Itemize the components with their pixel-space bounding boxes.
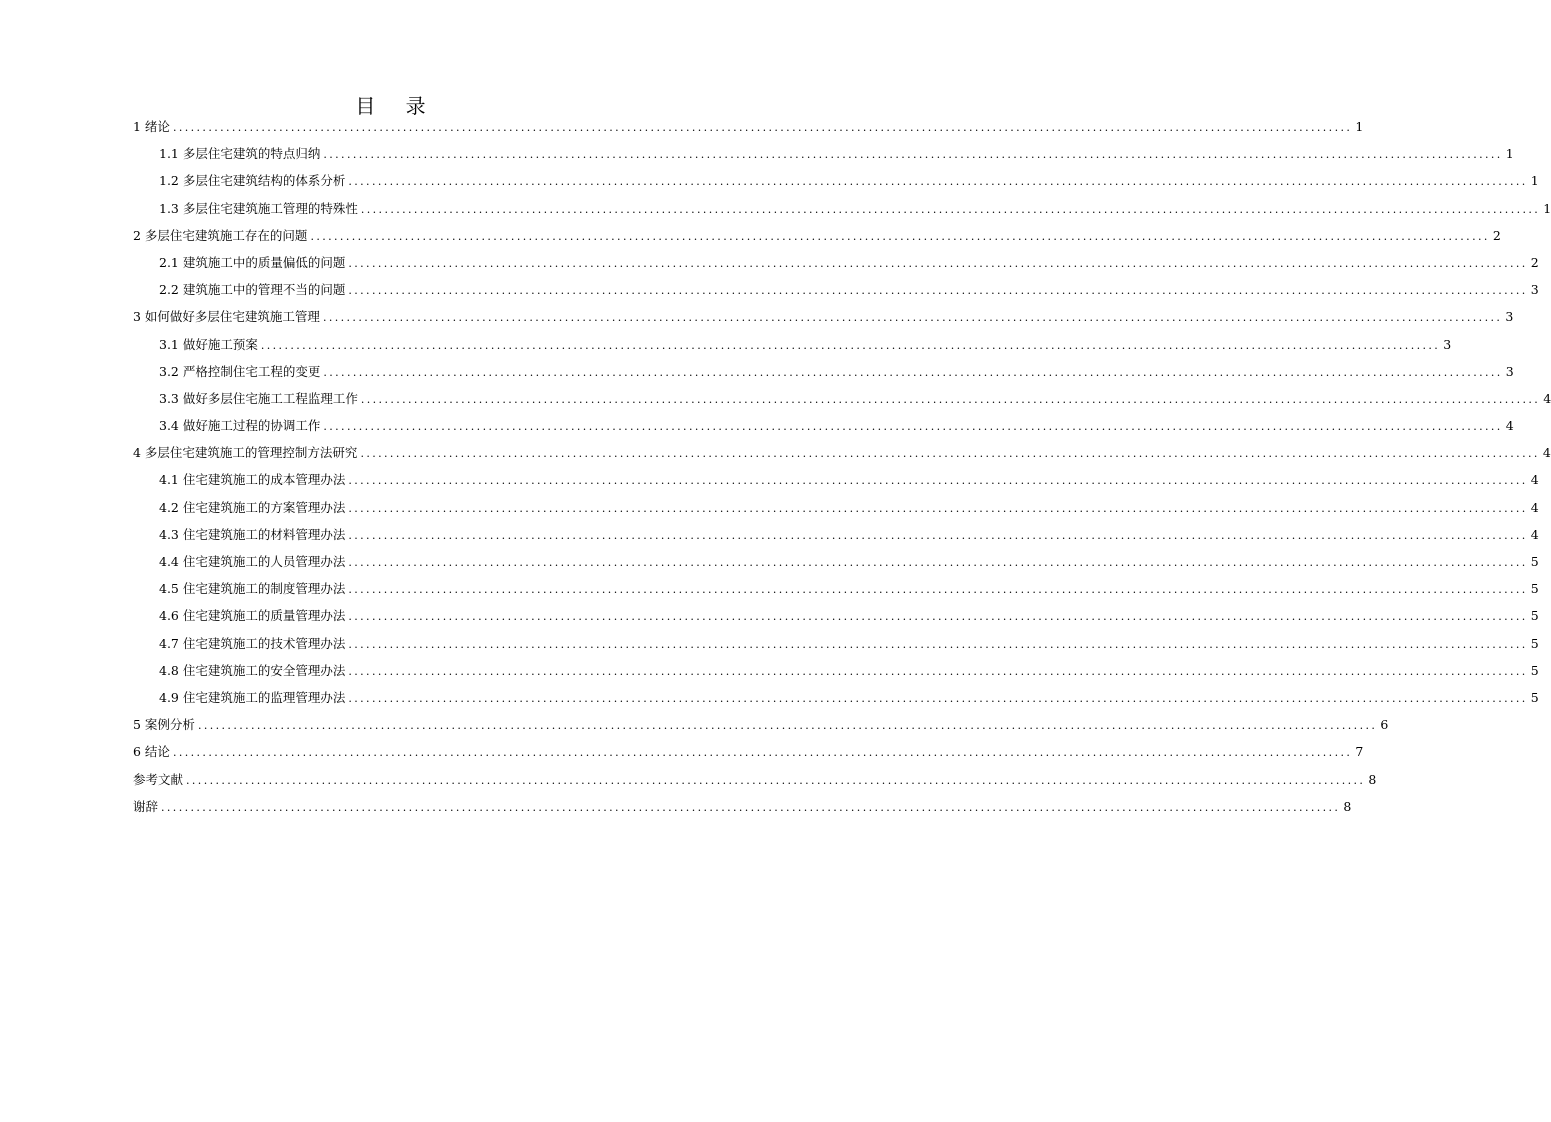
dot-leader: ........................................................................................................................................................................................................ — [172, 121, 1353, 134]
toc-entry-page: 7 — [1355, 744, 1364, 760]
dot-leader: ........................................................................................................................................................................................................ — [348, 474, 1528, 488]
dot-leader: ........................................................................................................................................................................................................ — [360, 447, 1540, 461]
toc-entry-page: 1 — [1355, 119, 1364, 134]
toc-entry-page: 3 — [1443, 336, 1452, 352]
toc-entry-label: 4.7 住宅建筑施工的技术管理办法 — [159, 635, 346, 651]
toc-entry[interactable] — [133, 113, 1364, 140]
toc-entry-label: 3.4 做好施工过程的协调工作 — [159, 418, 321, 434]
toc-entry[interactable] — [133, 494, 1539, 521]
toc-entry[interactable] — [133, 303, 1514, 330]
dot-leader: ........................................................................................................................................................................................................ — [197, 719, 1378, 733]
toc-entry-page: 5 — [1530, 554, 1539, 569]
dot-leader: ........................................................................................................................................................................................................ — [348, 501, 1528, 515]
toc-entry-page: 4 — [1505, 418, 1514, 434]
toc-entry-page: 4 — [1530, 472, 1539, 488]
toc-entry[interactable] — [133, 167, 1539, 194]
toc-entry-label: 5 案例分析 — [133, 717, 195, 733]
toc-entry-label: 3 如何做好多层住宅建筑施工管理 — [133, 309, 320, 325]
toc-entry[interactable] — [133, 358, 1514, 385]
toc-entry[interactable] — [133, 602, 1539, 629]
toc-entry-label: 2.1 建筑施工中的质量偏低的问题 — [159, 254, 346, 270]
toc-entry[interactable] — [133, 276, 1539, 303]
dot-leader: ........................................................................................................................................................................................................ — [348, 637, 1528, 651]
toc-entry-page: 2 — [1492, 227, 1501, 243]
dot-leader: ........................................................................................................................................................................................................ — [322, 311, 1503, 325]
toc-entry-page: 8 — [1368, 771, 1377, 787]
toc-entry[interactable] — [133, 684, 1539, 711]
toc-entry-label: 参考文献 — [133, 771, 184, 787]
toc-entry[interactable] — [133, 249, 1539, 276]
toc-entry-page: 2 — [1530, 254, 1539, 270]
toc-list — [133, 113, 1551, 820]
dot-leader: ........................................................................................................................................................................................................ — [186, 773, 1366, 787]
toc-entry[interactable] — [133, 466, 1539, 493]
toc-entry-label: 4.9 住宅建筑施工的监理管理办法 — [159, 689, 346, 705]
dot-leader: ........................................................................................................................................................................................................ — [172, 746, 1353, 760]
toc-entry[interactable] — [133, 548, 1539, 575]
toc-entry-page: 4 — [1543, 390, 1551, 406]
toc-entry[interactable] — [133, 711, 1389, 738]
toc-entry-label: 4.1 住宅建筑施工的成本管理办法 — [159, 472, 346, 488]
toc-entry-label: 4.4 住宅建筑施工的人员管理办法 — [159, 554, 346, 569]
toc-entry-page: 5 — [1530, 581, 1539, 597]
toc-entry-label: 4.2 住宅建筑施工的方案管理办法 — [159, 499, 346, 515]
toc-entry-label: 1.1 多层住宅建筑的特点归纳 — [159, 146, 321, 162]
toc-entry-page: 5 — [1530, 689, 1539, 705]
toc-entry-page: 1 — [1543, 200, 1551, 216]
dot-leader: ........................................................................................................................................................................................................ — [323, 148, 1503, 162]
toc-entry[interactable] — [133, 195, 1551, 222]
toc-entry-page: 6 — [1380, 717, 1389, 733]
dot-leader: ........................................................................................................................................................................................................ — [348, 691, 1528, 705]
toc-entry[interactable] — [133, 331, 1452, 358]
toc-entry-page: 4 — [1530, 499, 1539, 515]
dot-leader: ........................................................................................................................................................................................................ — [260, 338, 1441, 352]
dot-leader: ........................................................................................................................................................................................................ — [348, 284, 1528, 298]
toc-entry-label: 4.6 住宅建筑施工的质量管理办法 — [159, 608, 346, 624]
toc-entry-label: 1 绪论 — [133, 119, 170, 134]
toc-entry[interactable] — [133, 140, 1514, 167]
toc-entry[interactable] — [133, 412, 1514, 439]
toc-entry-label: 3.3 做好多层住宅施工工程监理工作 — [159, 390, 358, 406]
toc-entry-label: 3.1 做好施工预案 — [159, 336, 258, 352]
dot-leader: ........................................................................................................................................................................................................ — [348, 610, 1528, 624]
toc-entry-page: 5 — [1530, 608, 1539, 624]
toc-entry[interactable] — [133, 766, 1377, 793]
toc-entry[interactable] — [133, 439, 1551, 466]
toc-entry[interactable] — [133, 222, 1501, 249]
toc-entry[interactable] — [133, 575, 1539, 602]
toc-entry[interactable] — [133, 657, 1539, 684]
toc-entry[interactable] — [133, 521, 1539, 548]
toc-entry-page: 5 — [1530, 635, 1539, 651]
toc-entry-label: 4.8 住宅建筑施工的安全管理办法 — [159, 662, 346, 678]
dot-leader: ........................................................................................................................................................................................................ — [348, 664, 1528, 678]
toc-entry-label: 4.3 住宅建筑施工的材料管理办法 — [159, 526, 346, 542]
toc-entry-page: 4 — [1530, 526, 1539, 542]
toc-entry-page: 1 — [1530, 173, 1539, 189]
toc-entry-page: 3 — [1530, 282, 1539, 298]
dot-leader: ........................................................................................................................................................................................................ — [161, 800, 1341, 814]
toc-entry[interactable] — [133, 385, 1551, 412]
toc-entry-label: 6 结论 — [133, 744, 170, 760]
toc-entry-label: 1.3 多层住宅建筑施工管理的特殊性 — [159, 200, 358, 216]
toc-entry[interactable] — [133, 738, 1364, 765]
toc-entry-label: 4.5 住宅建筑施工的制度管理办法 — [159, 581, 346, 597]
toc-entry[interactable] — [133, 793, 1352, 820]
dot-leader: ........................................................................................................................................................................................................ — [310, 229, 1490, 243]
dot-leader: ........................................................................................................................................................................................................ — [348, 528, 1528, 542]
toc-entry-label: 3.2 严格控制住宅工程的变更 — [159, 363, 321, 379]
toc-entry[interactable] — [133, 630, 1539, 657]
toc-entry-page: 5 — [1530, 662, 1539, 678]
toc-title: 目 录 — [355, 94, 438, 118]
dot-leader: ........................................................................................................................................................................................................ — [348, 556, 1528, 569]
toc-entry-label: 谢辞 — [133, 798, 159, 814]
toc-entry-page: 4 — [1542, 445, 1551, 461]
dot-leader: ........................................................................................................................................................................................................ — [323, 420, 1503, 434]
dot-leader: ........................................................................................................................................................................................................ — [323, 365, 1503, 379]
toc-entry-page: 3 — [1505, 309, 1514, 325]
toc-entry-page: 1 — [1505, 146, 1514, 162]
dot-leader: ........................................................................................................................................................................................................ — [348, 175, 1528, 189]
dot-leader: ........................................................................................................................................................................................................ — [360, 392, 1541, 406]
toc-entry-label: 2.2 建筑施工中的管理不当的问题 — [159, 282, 346, 298]
dot-leader: ........................................................................................................................................................................................................ — [348, 583, 1528, 597]
toc-entry-label: 2 多层住宅建筑施工存在的问题 — [133, 227, 308, 243]
dot-leader: ........................................................................................................................................................................................................ — [360, 202, 1541, 216]
dot-leader: ........................................................................................................................................................................................................ — [348, 256, 1528, 270]
toc-entry-page: 8 — [1343, 798, 1352, 814]
toc-entry-label: 1.2 多层住宅建筑结构的体系分析 — [159, 173, 346, 189]
toc-entry-page: 3 — [1505, 363, 1514, 379]
toc-entry-label: 4 多层住宅建筑施工的管理控制方法研究 — [133, 445, 358, 461]
